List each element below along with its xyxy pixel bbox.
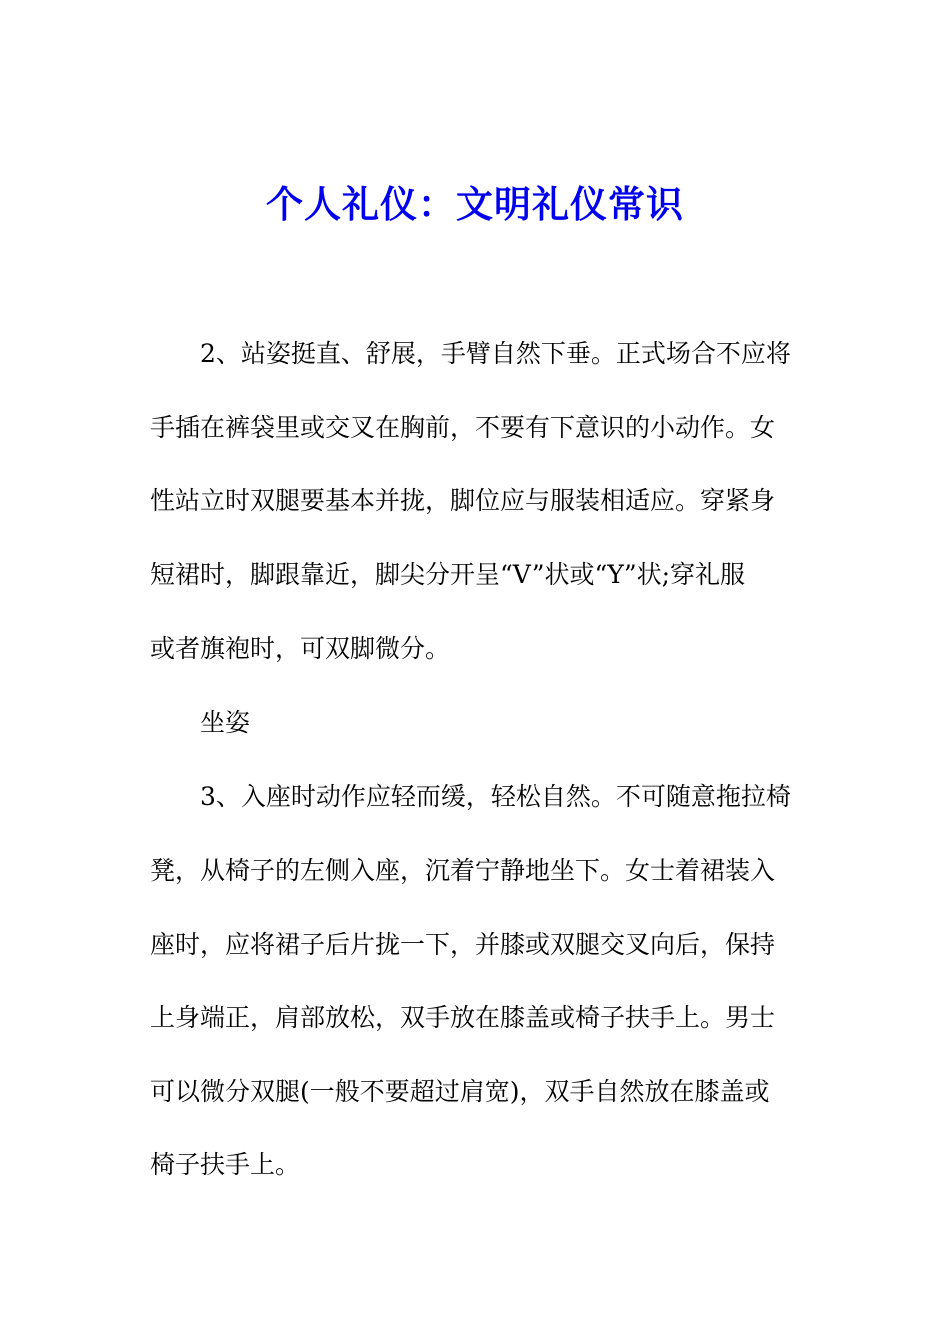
paragraph-3-line-3: 座时，应将裙子后片拢一下，并膝或双腿交叉向后，保持 bbox=[150, 930, 776, 959]
paragraph-3-line-5: 可以微分双腿(一般不要超过肩宽)，双手自然放在膝盖或 bbox=[150, 1077, 770, 1106]
document-title: 个人礼仪：文明礼仪常识 bbox=[266, 182, 684, 226]
paragraph-2-line-1: 2、站姿挺直、舒展，手臂自然下垂。正式场合不应将 bbox=[200, 339, 791, 368]
paragraph-3-line-2: 凳，从椅子的左侧入座，沉着宁静地坐下。女士着裙装入 bbox=[150, 856, 776, 885]
paragraph-2-line-5: 或者旗袍时，可双脚微分。 bbox=[150, 634, 451, 663]
paragraph-2-line-4: 短裙时，脚跟靠近，脚尖分开呈“V”状或“Y”状;穿礼服 bbox=[150, 560, 746, 589]
paragraph-3-line-6: 椅子扶手上。 bbox=[150, 1150, 301, 1179]
section-heading-sitting: 坐姿 bbox=[200, 708, 251, 737]
paragraph-2-line-3: 性站立时双腿要基本并拢，脚位应与服装相适应。穿紧身 bbox=[150, 486, 776, 515]
paragraph-3-line-1: 3、入座时动作应轻而缓，轻松自然。不可随意拖拉椅 bbox=[200, 782, 791, 811]
paragraph-3-line-4: 上身端正，肩部放松，双手放在膝盖或椅子扶手上。男士 bbox=[150, 1003, 776, 1032]
paragraph-2-line-2: 手插在裤袋里或交叉在胸前，不要有下意识的小动作。女 bbox=[150, 413, 776, 442]
